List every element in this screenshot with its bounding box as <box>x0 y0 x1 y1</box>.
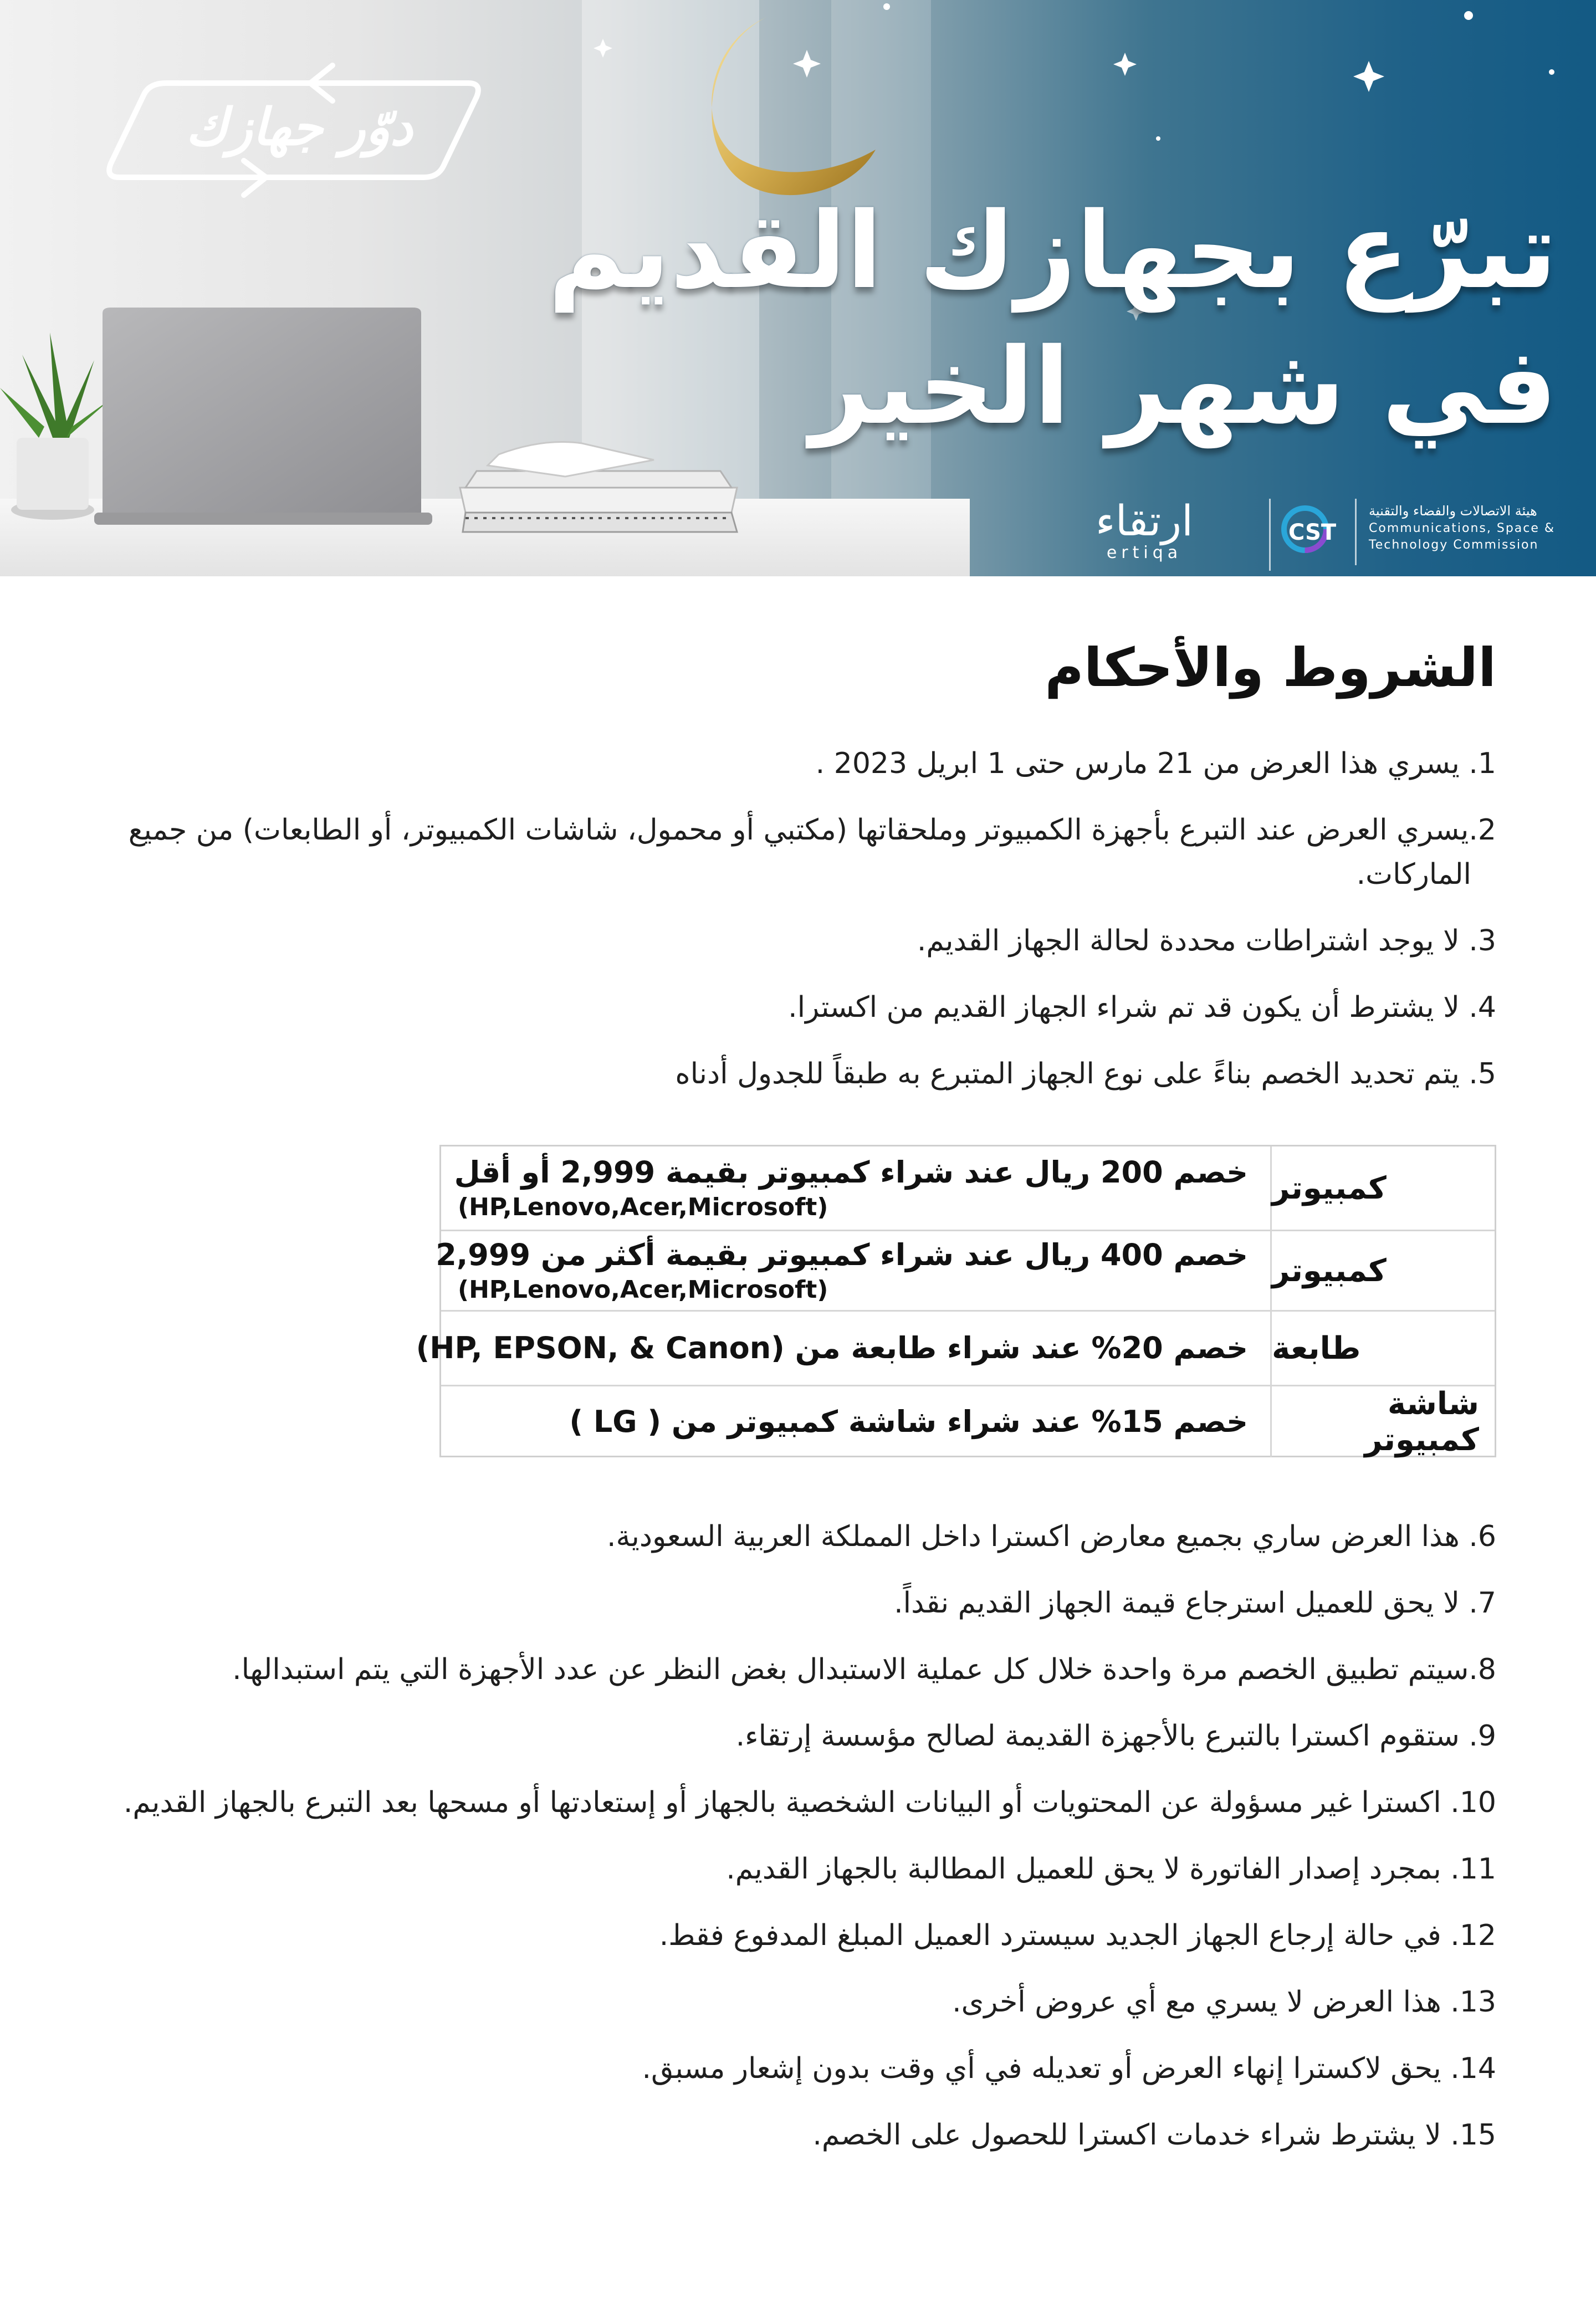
table-discount <box>454 1146 1248 1230</box>
term-item-1: 1. يسري هذا العرض من 21 مارس حتى 1 ابريل 2023 . <box>815 747 1496 780</box>
hero-title-line2: في شهر الخير <box>810 325 1557 448</box>
term-item-5: 5. يتم تحديد الخصم بناءً على نوع الجهاز المتبرع به طبقاً للجدول أدناه <box>675 1057 1496 1091</box>
term-item-9: 9. ستقوم اكسترا بالتبرع بالأجهزة القديمة لصالح مؤسسة إرتقاء. <box>735 1719 1496 1753</box>
table-discount-main: خصم 200 ريال عند شراء كمبيوتر بقيمة 2,999 أو أقل <box>454 1155 1248 1190</box>
cst-name-en-line1: Communications, Space & <box>1369 521 1556 535</box>
table-category: كمبيوتر <box>1270 1231 1495 1310</box>
term-item-10: 10. اكسترا غير مسؤولة عن المحتويات أو البيانات الشخصية بالجهاز أو إستعادتها أو مسحها بعد التبرع بالجهاز القديم. <box>123 1786 1496 1819</box>
hero-banner <box>0 0 1596 576</box>
term-item-7: 7. لا يحق للعميل استرجاع قيمة الجهاز القديم نقداً. <box>894 1586 1496 1620</box>
ertiqa-logo-ar: ارتقاء <box>1095 496 1194 545</box>
cst-name-ar: هيئة الاتصالات والفضاء والتقنية <box>1369 503 1537 519</box>
term-item-13: 13. هذا العرض لا يسري مع أي عروض أخرى. <box>952 1985 1496 2019</box>
term-item-15: 15. لا يشترط شراء خدمات اكسترا للحصول على الخصم. <box>812 2118 1496 2152</box>
partner-divider <box>1269 499 1271 571</box>
term-item-14: 14. يحق لاكسترا إنهاء العرض أو تعديله في أي وقت بدون إشعار مسبق. <box>642 2052 1496 2085</box>
term-item-8: 8.سيتم تطبيق الخصم مرة واحدة خلال كل عملية الاستبدال بغض النظر عن عدد الأجهزة التي يتم استبدالها. <box>232 1653 1496 1686</box>
laptop-icon <box>94 308 432 525</box>
cst-logo-text: CST <box>1288 520 1337 545</box>
ertiqa-logo <box>1072 496 1216 562</box>
table-row <box>436 1230 1495 1310</box>
table-row <box>441 1146 1495 1230</box>
term-item-2: 2.يسري العرض عند التبرع بأجهزة الكمبيوتر وملحقاتها (مكتبي أو محمول، شاشات الكمبيوتر، أو الطابعات) من جميع <box>128 813 1496 847</box>
table-discount-main: خصم 400 ريال عند شراء كمبيوتر بقيمة أكثر من 2,999 <box>436 1237 1248 1272</box>
hero-title-line1: تبرّع بجهازك القديم <box>548 190 1557 312</box>
table-discount <box>416 1312 1248 1385</box>
table-category: طابعة <box>1270 1312 1495 1385</box>
discount-table <box>416 1145 1496 1458</box>
term-item-2-cont: الماركات. <box>1356 858 1471 891</box>
term-item-6: 6. هذا العرض ساري بجميع معارض اكسترا داخل المملكة العربية السعودية. <box>606 1520 1496 1553</box>
term-item-3: 3. لا يوجد اشتراطات محددة لحالة الجهاز القديم. <box>917 924 1496 958</box>
terms-title: الشروط والأحكام <box>1045 637 1496 699</box>
hero-title <box>548 183 1557 454</box>
partner-divider <box>1355 499 1357 565</box>
cst-name <box>1369 501 1579 554</box>
table-discount-main: خصم 15% عند شراء شاشة كمبيوتر من ( LG ) <box>569 1404 1248 1439</box>
table-category: شاشة كمبيوتر <box>1270 1386 1495 1457</box>
plant-icon <box>0 332 111 520</box>
term-item-11: 11. بمجرد إصدار الفاتورة لا يحق للعميل المطالبة بالجهاز القديم. <box>726 1852 1496 1886</box>
term-item-12: 12. في حالة إرجاع الجهاز الجديد سيسترد العميل المبلغ المدفوع فقط. <box>659 1919 1496 1952</box>
term-item-4: 4. لا يشترط أن يكون قد تم شراء الجهاز القديم من اكسترا. <box>788 991 1496 1024</box>
brand-badge-text: دوّر جهازك <box>186 98 413 157</box>
table-discount-brands: (HP,Lenovo,Acer,Microsoft) <box>458 1193 828 1221</box>
table-discount-brands: (HP,Lenovo,Acer,Microsoft) <box>458 1276 828 1304</box>
table-category: كمبيوتر <box>1270 1146 1495 1230</box>
table-discount <box>436 1231 1248 1310</box>
ertiqa-logo-en: ertiqa <box>1106 543 1183 562</box>
table-row <box>441 1385 1495 1457</box>
table-row <box>416 1310 1495 1385</box>
cst-name-en-line2: Technology Commission <box>1369 538 1539 552</box>
table-discount-main: خصم 20% عند شراء طابعة من (HP, EPSON, & Canon) <box>416 1330 1248 1365</box>
table-discount <box>458 1386 1248 1457</box>
